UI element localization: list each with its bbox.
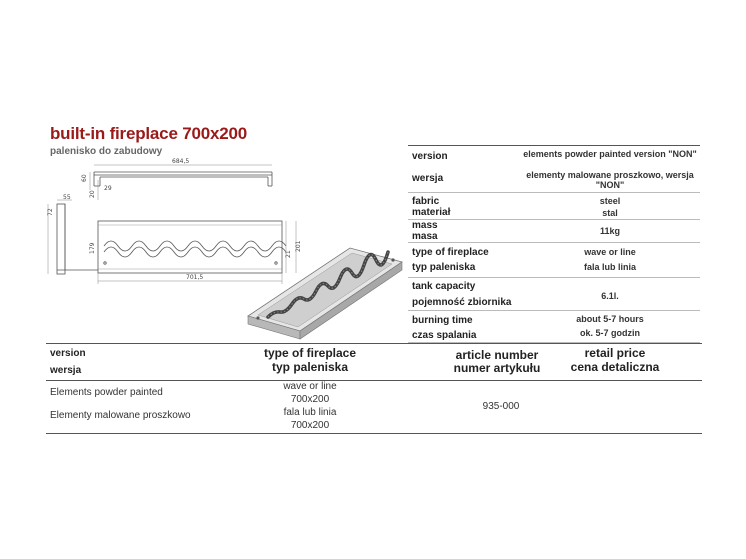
page-title: built-in fireplace 700x200 bbox=[50, 124, 247, 143]
table-row-type-4: 700x200 bbox=[290, 420, 330, 431]
table-header-type: type of fireplace bbox=[263, 346, 357, 360]
spec-fabric-value: steel bbox=[599, 196, 621, 206]
dim-left-height: 179 bbox=[89, 242, 96, 254]
spec-divider bbox=[408, 310, 700, 311]
dim-left-a: 55 bbox=[63, 194, 71, 201]
spec-fabric-label: fabric bbox=[412, 196, 440, 207]
spec-version-value-pl: elementy malowane proszkowo, wersja "NON" bbox=[526, 170, 694, 190]
top-view-drawing bbox=[90, 165, 272, 200]
dim-top-width: 684,5 bbox=[172, 158, 190, 165]
table-header-article: article number bbox=[455, 348, 539, 362]
spec-tank-label-pl: pojemność zbiornika bbox=[412, 297, 512, 308]
page-subtitle: palenisko do zabudowy bbox=[50, 146, 163, 157]
spec-fabric-label-pl: materiał bbox=[412, 207, 451, 218]
spec-burning-value: about 5-7 hours bbox=[576, 314, 644, 324]
table-header-version-pl: wersja bbox=[50, 365, 82, 376]
spec-mass-value: 11kg bbox=[599, 226, 621, 236]
table-header-price-pl: cena detaliczna bbox=[570, 360, 660, 374]
spec-type-value: wave or line bbox=[584, 247, 636, 257]
spec-divider bbox=[408, 219, 700, 220]
table-row-article: 935-000 bbox=[482, 401, 520, 412]
table-row-type-2: 700x200 bbox=[290, 394, 330, 405]
spec-version-label: version bbox=[412, 151, 448, 162]
dim-bottom-width: 701,5 bbox=[186, 274, 204, 281]
spec-burning-label: burning time bbox=[412, 315, 473, 326]
dim-right-b: 201 bbox=[295, 240, 302, 252]
spec-version-value: elements powder painted version "NON" bbox=[523, 149, 697, 159]
table-row-type-3: fala lub linia bbox=[283, 407, 337, 418]
table-header-version: version bbox=[50, 348, 86, 359]
spec-divider bbox=[408, 242, 700, 243]
spec-divider bbox=[408, 277, 700, 278]
table-row-version-pl: Elementy malowane proszkowo bbox=[50, 410, 191, 421]
table-header-article-pl: numer artykułu bbox=[453, 361, 541, 375]
spec-type-label: type of fireplace bbox=[412, 247, 489, 258]
spec-fabric-value-pl: stal bbox=[602, 208, 618, 218]
spec-version-label-pl: wersja bbox=[412, 173, 444, 184]
table-bottom-border bbox=[46, 433, 702, 434]
dim-side-c: 20 bbox=[89, 190, 96, 198]
spec-type-value-pl: fala lub linia bbox=[583, 262, 636, 272]
table-row-type-1: wave or line bbox=[283, 381, 337, 392]
spec-burning-value-pl: ok. 5-7 godzin bbox=[579, 328, 640, 338]
dim-side-b: 29 bbox=[104, 185, 112, 192]
table-header-type-pl: typ paleniska bbox=[271, 360, 349, 374]
fireplace-render bbox=[248, 248, 402, 339]
spec-tank-label: tank capacity bbox=[412, 281, 476, 292]
spec-divider bbox=[408, 145, 700, 146]
dim-right-a: 21 bbox=[285, 250, 292, 258]
spec-tank-value: 6.1l. bbox=[601, 291, 619, 301]
spec-mass-label: mass bbox=[412, 220, 438, 231]
spec-type-label-pl: typ paleniska bbox=[412, 262, 476, 273]
spec-divider bbox=[408, 192, 700, 193]
table-row-version: Elements powder painted bbox=[50, 387, 163, 398]
dim-side-a: 60 bbox=[81, 174, 88, 182]
table-top-border bbox=[46, 343, 702, 344]
front-view-drawing bbox=[48, 200, 296, 284]
dim-left-b: 72 bbox=[47, 208, 54, 216]
table-header-price: retail price bbox=[584, 346, 646, 360]
spec-burning-label-pl: czas spalania bbox=[412, 330, 477, 341]
spec-mass-label-pl: masa bbox=[412, 231, 438, 242]
